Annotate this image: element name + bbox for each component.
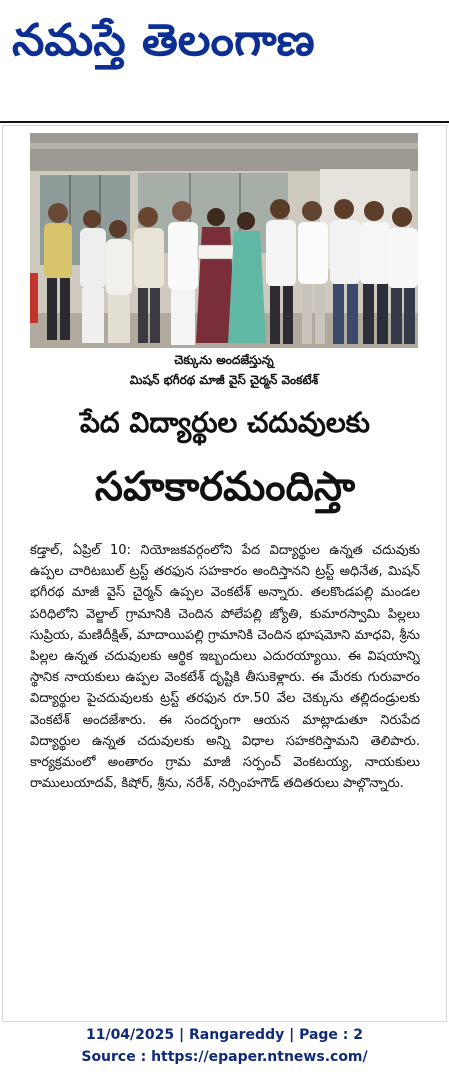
photo-caption (30, 350, 418, 390)
footer-date-line: 11/04/2025 | Rangareddy | Page : 2 (85, 1027, 364, 1043)
footer-source-line: Source : https://epaper.ntnews.com/ (81, 1049, 368, 1065)
caption-line-1: చెక్కును అందజేస్తున్న (174, 353, 274, 367)
group-photo-image (30, 133, 418, 348)
caption-line-2: మిషన్ భగీరథ మాజీ వైస్ చైర్మన్ వెంకటేశ్ (129, 373, 319, 387)
newspaper-logo: నమస్తే తెలంగాణ (12, 15, 315, 66)
source-footer (0, 1024, 449, 1068)
article-body: కడ్తాల్, ఏప్రిల్ 10: నియోజకవర్గంలోని పేద విద్యార్థుల ఉన్నత చదువుకు ఉప్పల చారిటబుల్ ట్రస్ట్ తరఫున సహకారం అందిస్తానని ట్రస్ట్ అధినేత, మిషన్ భగీరథ మాజీ వైస్ చైర్మన్ ఉప్పల వెంకటేశ్ అన్నారు. తలకొండపల్లి మండల పరిధిలోని వెల్జాల్ గ్రామానికి చెందిన పోలేపల్లి జ్యోతి, కుమారస్వామి పిల్లలు సుప్రియ, మణిదీక్షిత్, మాదాయిపల్లి గ్రామానికి చెందిన భూషమోని మాధవి, శ్రీను పిల్లల ఉన్నత చదువులకు ఆర్థిక ఇబ్బందులు ఎదురయ్యాయి. ఈ విషయాన్ని స్థానిక నాయకులు ఉప్పల వెంకటేశ్ దృష్టికి తీసుకెళ్లారు. ఈ మేరకు గురువారం విద్యార్థుల పైచదువులకు ట్రస్ట్ తరఫున రూ.50 వేల చెక్కును తల్లిదండ్రులకు వెంకటేశ్ అందజేశారు. ఈ సందర్భంగా ఆయన మాట్లాడుతూ నిరుపేద విద్యార్థుల ఉన్నత చదువులకు అన్ని విధాల సహకరిస్తామని తెలిపారు. కార్యక్రమంలో అంతారం గ్రామ మాజీ సర్పంచ్ వెంకటయ్య, నాయకులు రాములుయాదవ్, కిషోర్, శ్రీను, నరేశ్, నర్సింహగౌడ్ తదితరులు పాల్గొన్నారు. (30, 543, 420, 792)
headline-line-2: సహకారమందిస్తా (94, 464, 356, 510)
masthead (0, 0, 449, 122)
headline-line-1: పేద విద్యార్థుల చదువులకు (79, 406, 370, 439)
headline (30, 398, 420, 522)
news-photo (30, 133, 418, 348)
masthead-divider (0, 121, 449, 123)
